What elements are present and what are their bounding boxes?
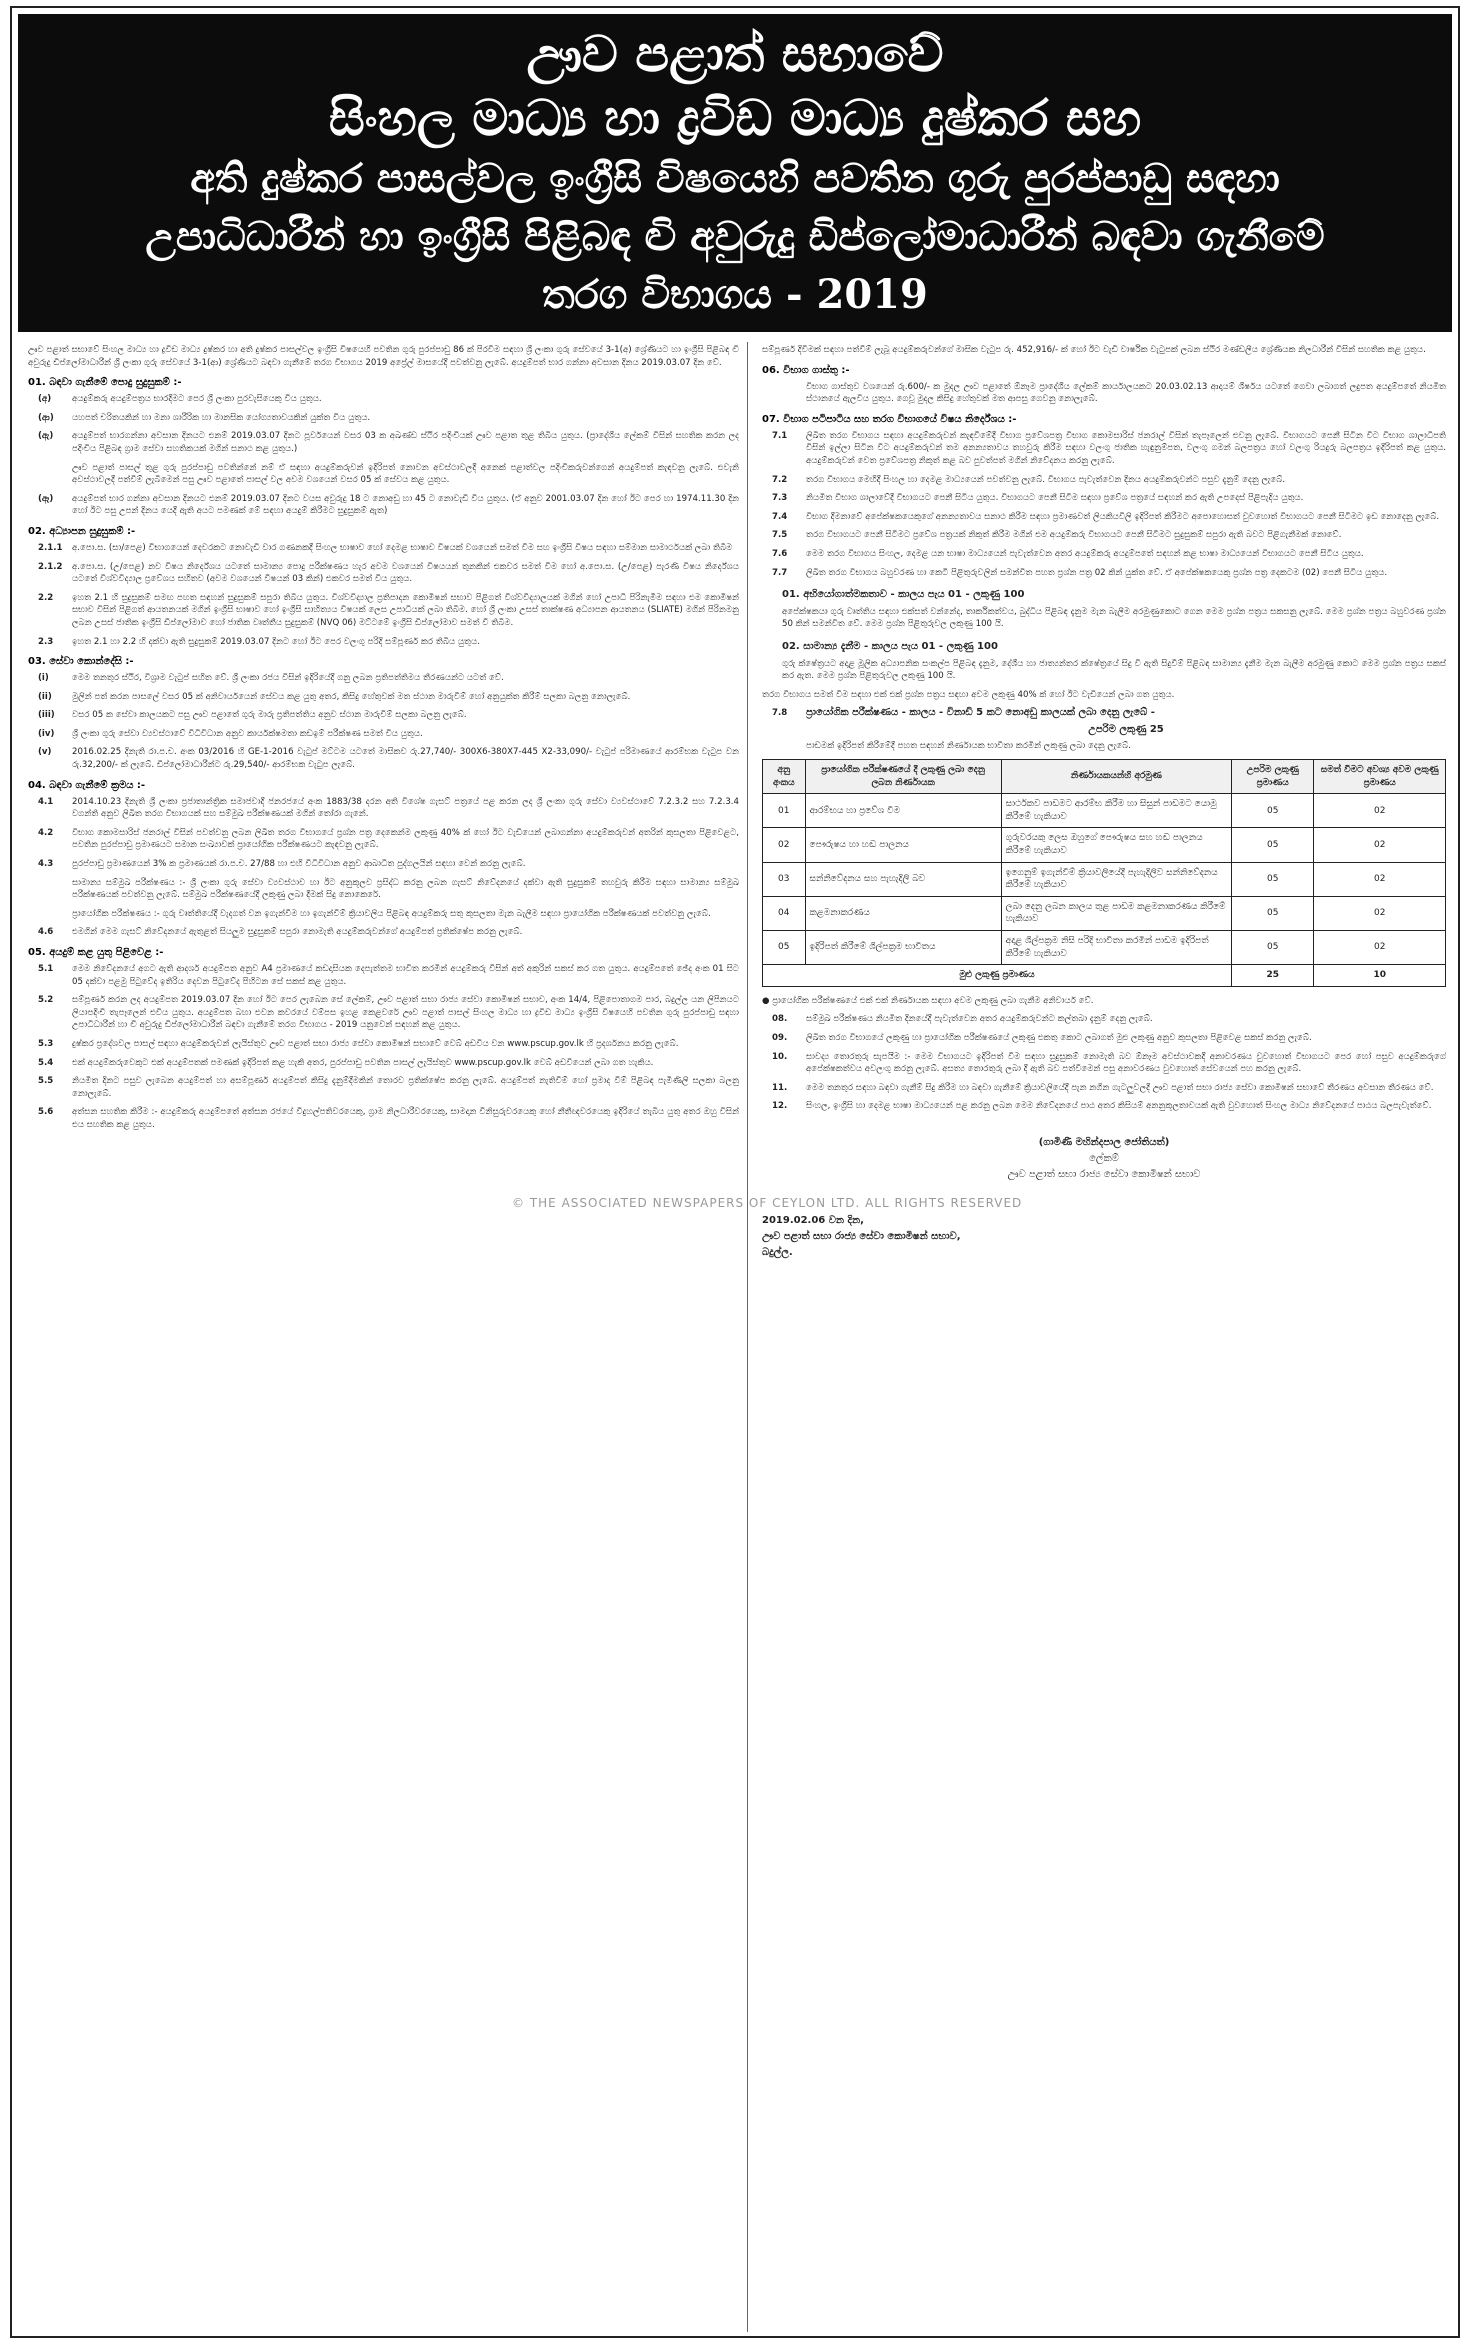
clause-number: 7.6 [772, 548, 788, 559]
clause-item [28, 877, 739, 902]
exam-papers [762, 589, 1446, 683]
clause-item [28, 462, 739, 487]
clause-number: 4.2 [38, 827, 54, 838]
clause-text: ඉහත 2.1 හි සුදුසුකම් සමඟ පහත සඳහන් සුදුසුකම් සපුරා තිබිය යුතුය. විශ්වවිද්‍යාල ප්‍රතිපාදන කොමිෂන් සභාව පිළිගත් විශ්වවිද්‍යාලයක් මගින් හෝ උපාධි පිරිනැමීම සඳහා එම කොමිෂන් සභාව විසින් පිළිගත් ආයතනයක් මගින් ඉංග්‍රීසි භාෂාව හෝ ඉංග්‍රීසි සාහිත්‍යය විෂයක් ලෙස උපාධියක් ලබා තිබීම. හෝ ශ්‍රී ලංකා උසස් තාක්ෂණ අධ්‍යාපන ආයතනය (SLIATE) මගින් පිරිනමනු ලබන උසස් ජාතික ඉංග්‍රීසි ඩිප්ලෝමාව හෝ ජාතික වෘත්තීය සුදුසුකම් (NVQ 06) මට්ටමේ ඉංග්‍රීසි ඩිප්ලෝමාව සමත් වී තිබීම. [72, 592, 739, 628]
clause-number: 7.3 [772, 493, 788, 504]
clause-number: 2.2 [38, 592, 54, 603]
final-clause-number: 08. [772, 1014, 788, 1025]
date-line-3: බදුල්ල. [762, 1246, 793, 1258]
clause-item [762, 474, 1446, 487]
practical-number: 7.8 [772, 708, 788, 719]
table-cell-purpose: සාර්ථකව පාඩමට ආරම්භ කිරීම හා සිසුන් පාඩමට යොමු කිරීමේ හැකියාව [1001, 794, 1231, 828]
clause-item [28, 636, 739, 649]
title-line-4: උපාධිධාරීන් හා ඉංග්‍රීසි පිළිබඳ ද්‍වි අවුරුදු ඩිප්ලෝමාධාරීන් බඳවා ගැනීමේ [145, 213, 1325, 260]
clause-text: විභාග දීමනාවේ අපේක්ෂකයෙකුගේ අනන්‍යතාවය සනාථ කිරීම සඳහා ප්‍රමාණවත් ලියකියවිලි ඉදිරිපත් කිරීමට අපොහොසත් වුවහොත් විභාගයට පෙනී සිටීමට ඉඩ නොදෙනු ලැබේ. [806, 511, 1440, 522]
clause-item [28, 412, 739, 425]
final-clause-text: සම්මුඛ පරීක්ෂණය නියමිත දිනයේදී පැවැත්වෙන අතර අයදුම්කරුවන්ට කල්තබා දැනුම් දෙනු ලැබේ. [806, 1014, 1153, 1025]
table-cell-min: 02 [1314, 794, 1446, 828]
clause-text: නියමිත විභාග ශාලාවේදී විභාගයට පෙනී සිටිය යුතුය. විභාගයට පෙනී සිටීම සඳහා ප්‍රවේශ පත්‍රයේ සඳහන් කර ඇති උපදෙස් පිළිපැදිය යුතුය. [806, 493, 1304, 504]
clause-item [28, 1057, 739, 1070]
table-cell-min: 02 [1314, 862, 1446, 896]
column-header: අනු අංකය [763, 760, 806, 794]
clause-item [28, 691, 739, 704]
clause-number: (v) [38, 747, 52, 758]
table-cell-max: 05 [1231, 828, 1314, 862]
table-cell-max: 05 [1231, 931, 1314, 965]
clause-item [28, 1038, 739, 1051]
table-cell-no: 05 [763, 931, 806, 965]
clause-text: එක් අයදුම්කරුවෙකුට එක් අයදුම්පතක් පමණක් ඉදිරිපත් කළ හැකි අතර, පුරප්පාඩු පවතින පාසල් ලැයිස්තුව www.pscup.gov.lk වෙබ් අඩවියෙන් ලබා ගත හැකිය. [72, 1057, 654, 1068]
table-cell-max: 05 [1231, 896, 1314, 930]
final-clause-text: මෙම තනතුර සඳහා බඳවා ගැනීම් සිදු කිරීම හා බඳවා ගැනීමේ ක්‍රියාවලියේදී පැන නගින ගැටලුවලදී ඌව පළාත් සභා රාජ්‍ය සේවා කොමිෂන් සභාවේ තීරණය අවසාන තීරණය වේ. [806, 1082, 1434, 1093]
final-clause-text: සාවද්‍ය තොරතුරු සැපයීම :- මෙම විභාගයට ඉදිරිපත් වීම සඳහා සුදුසුකම් නොමැති බව ඕනෑම අවස්ථාවකදී අනාවරණය වුවහොත් විභාගයට පෙර හෝ පසුව අයදුම්කරුගේ අපේක්ෂකත්වය අවලංගු කරනු ලැබේ. අසත්‍ය තොරතුරු ලබා දී ඇති බව පත්වීමෙන් පසු අනාවරණය වුවහොත් සේවයෙන් පහ කරනු ලැබේ. [806, 1051, 1446, 1075]
clause-number: (iv) [38, 728, 55, 739]
clause-text: සාමාන්‍ය සම්මුඛ පරීක්ෂණය :- ශ්‍රී ලංකා ගුරු සේවා ව්‍යවස්ථාව හා ඊට අනුකූලව ප්‍රසිද්ධ කරනු ලබන ගැසට් නිවේදනයේ දක්වා ඇති සුදුසුකම් තහවුරු කිරීම සඳහා සාමාන්‍ය සම්මුඛ පරීක්ෂණයක් පවත්වනු ලැබේ. සම්මුඛ පරීක්ෂණයේදී ලකුණු ලබා දීමක් සිදු නොකෙරේ. [72, 877, 739, 901]
table-cell-purpose: ඉගෙනුම් ඉගැන්වීම් ක්‍රියාවලියේදී පැහැදිලිව සන්නිවේදනය කිරීමේ හැකියාව [1001, 862, 1231, 896]
clause-item [28, 796, 739, 821]
table-cell-no: 01 [763, 794, 806, 828]
gazette-page [10, 6, 1460, 2338]
clause-text: 2016.02.25 දිනැති රා.ප.ච. අංක 03/2016 හි GE-1-2016 වැටුප් මට්ටම යටතේ මාසිකව රු.27,740/- 300X6-380X7-445 X2-33,090/- වැටුප් පරිමාණයේ ආරම්භක වැටුප වන රු.32,200/- ක් ලැබේ. ඩිප්ලෝමාධාරීන්ට රු.29,540/- ආරම්භක වැටුප ලැබේ. [72, 747, 739, 771]
clause-item [28, 672, 739, 685]
clause-text: අ.පො.ස. (සා/පෙළ) විභාගයෙන් දෙවරකට නොවැඩි වාර ගණනකදී සිංහල භාෂාව හෝ දෙමළ භාෂාව විෂයක් වශයෙන් සමත් වීම සහ ඉංග්‍රීසි විෂය සඳහා සම්මාන සාමාර්ථයක් ලබා තිබීම [72, 542, 733, 553]
practical-title: ප්‍රායෝගික පරීක්ෂණය - කාලය - විනාඩි 5 කට නොඅඩු කාලයක් ලබා දෙනු ලැබේ - [806, 707, 1155, 719]
table-cell-purpose: අදාළ ශිල්පක්‍රම නිසි පරිදි භාවිතා කරමින් පාඩම ඉදිරිපත් කිරීමේ හැකියාව [1001, 931, 1231, 965]
clause-number: 5.2 [38, 995, 54, 1006]
title-line-3: අති දුෂ්කර පාසල්වල ඉංග්‍රීසි විෂයෙහි පවතින ගුරු පුරප්පාඩු සඳහා [190, 155, 1280, 202]
clause-text: යහපත් චරිතයකින් හා මනා ශාරීරික හා මානසික යෝග්‍යතාවයකින් යුක්ත විය යුතුය. [72, 412, 371, 423]
column-header: සමත් වීමට අවශ්‍ය අවම ලකුණු ප්‍රමාණය [1314, 760, 1446, 794]
clause-text: ප්‍රායෝගික පරීක්ෂණය :- ගුරු වෘත්තියේදී වැදගත් වන ඉගැන්වීම හා ඉගැන්වීම් ක්‍රියාවලිය පිළිබඳ අයදුම්කරු සතු කුසලතා මැන බැලීම සඳහා ප්‍රායෝගික පරීක්ෂණයක් පවත්වනු ලැබේ. [72, 908, 711, 919]
table-cell-purpose: ලබා දෙනු ලබන කාලය තුළ පාඩම කළමනාකරණය කිරීමේ හැකියාව [1001, 896, 1231, 930]
column-header: ප්‍රායෝගික පරීක්ෂණයේ දී ලකුණු ලබා දෙනු ලබන නිර්ණායක [805, 760, 1001, 794]
clause-number: 7.7 [772, 567, 788, 578]
section-heading: 05. අයදුම් කළ යුතු පිළිවෙළ :- [28, 947, 164, 958]
table-row [763, 931, 1446, 965]
clause-number: 7.4 [772, 511, 788, 522]
clause-item [28, 561, 739, 586]
clause-number [28, 908, 72, 921]
clause-text: එමගින් මෙම ගැසට් නිවේදනයේ ඇතුළත් සියලුම සුදුසුකම් සපුරා නොමැති අයදුම්කරුවන්ගේ අයදුම්පත් ප්‍රතික්ෂේප කරනු ලැබේ. [72, 927, 523, 938]
paper-title: 01. අභියෝගාත්මකතාව - කාලය පැය 01 - ලකුණු 100 [782, 589, 1025, 601]
clause-item [28, 493, 739, 518]
table-cell-criterion: පෞරුෂය හා හඬ පාලනය [805, 828, 1001, 862]
table-header-row [763, 760, 1446, 794]
bullet-note-text: ප්‍රායෝගික පරීක්ෂණයේ එක් එක් නිර්ණායක සඳහා අවම ලකුණු ලබා ගැනීම අනිවාර්ය වේ. [772, 995, 1094, 1006]
clause-text: වසර 05 ක සේවා කාලයකට පසු ඌව පළාතේ ගුරු මාරු ප්‍රතිපත්තිය අනුව ස්ථාන මාරුවීම් සලකා බලනු ලැබේ. [72, 710, 467, 721]
clause-number: (iii) [38, 710, 55, 721]
clause-text: මෙම තරග විභාගය සිංහල, දෙමළ යන භාෂා මාධ්‍යයෙන් පැවැත්වෙන අතර අයදුම්කරු අයදුම්පතේ සඳහන් කළ භාෂා මාධ්‍යයෙන් විභාගයට පෙනී සිටිය යුතුය. [806, 548, 1364, 559]
title-banner [18, 14, 1452, 332]
column-header: නිර්ණායකයන්හි අරමුණ [1001, 760, 1231, 794]
clause-item [762, 529, 1446, 542]
date-line-2: ඌව පළාත් සභා රාජ්‍ය සේවා කොමිෂන් සභාව, [762, 1230, 961, 1242]
clause-item [28, 1106, 739, 1131]
clause-number: (අ) [38, 394, 52, 405]
signature-block [762, 1135, 1446, 1183]
clause-text: අයදුම්පත් භාර ගන්නා අවසාන දිනයට එනම් 2019.03.07 දිනට වයස අවුරුදු 18 ට නොඅඩු හා 45 ට නොවැඩි විය යුතුය. (ඒ අනුව 2001.03.07 දින හෝ ඊට පෙර හා 1974.11.30 දින හෝ ඊට පසු උපන් දිනය යෙදී ඇති අයට පමණක් මේ සඳහා අයදුම් කිරීමට සුදුසුකම් ඇත) [72, 493, 739, 517]
table-cell-max: 05 [1231, 794, 1314, 828]
date-line-1: 2019.02.06 වන දින, [762, 1214, 864, 1226]
final-clause-text: ලිඛිත තරග විභාගයේ ලකුණු හා ප්‍රායෝගික පරීක්ෂණයේ ලකුණු එකතු කොට ලබාගත් මුළු ලකුණු අනුව කුසලතා පිළිවෙළ සකස් කරනු ලැබේ. [806, 1032, 1312, 1043]
final-items [762, 1013, 1446, 1113]
right-column [762, 342, 1446, 2332]
clause-item [28, 430, 739, 455]
left-sections [28, 375, 739, 1131]
clause-item [28, 908, 739, 921]
clause-number: (i) [38, 673, 49, 684]
clause-text: සම්පූර්ණ කරන ලද අයදුම්පත 2019.03.07 දින හෝ ඊට පෙර ලැබෙන සේ ලේකම්, ඌව පළාත් සභා රාජ්‍ය සේවා කොමිෂන් සභාව, අංක 14/4, පිළිපොතාගම පාර, බදුල්ල යන ලිපිනයට ලියාපදිංචි තැපෑලෙන් එවිය යුතුය. අයදුම්පත බහා එවන කවරයේ වම්පස ඉහළ කෙළවරේ ඌව පළාත් පාසල් සිංහල මාධ්‍ය හා ද්‍රවිඩ මාධ්‍ය ඉංග්‍රීසි විෂයෙහි පවතින ගුරු පුරප්පාඩු සඳහා උපාධිධාරීන් හා ද්‍වි අවුරුදු ඩිප්ලෝමාධාරීන් බඳවා ගැනීමේ තරග විභාගය - 2019 යනුවෙන් සඳහන් කළ යුතුය. [72, 995, 739, 1031]
section-heading: 04. බඳවා ගැනීමේ ක්‍රමය :- [28, 779, 146, 791]
clause-text: ඉහත 2.1 හා 2.2 හි දක්වා ඇති සුදුසුකම් 2019.03.07 දිනට හෝ ඊට පෙර වලංගු පරිදි සම්පූර්ණ කර තිබිය යුතුය. [72, 636, 480, 647]
clause-text: ලිඛිත තරග විභාගය සඳහා අයදුම්කරුවන් කැඳවීමේදී විභාග ප්‍රවේශපත්‍ර විභාග කොමසාරිස් ජනරාල් විසින් තැපෑලෙන් එවනු ලැබේ. විභාගයට පෙනී සිටින විට විභාග ශාලාධිපති විසින් ඉල්ලා සිටින විට අයදුම්කරුවන් තම අනන්‍යතාවය තහවුරු කිරීම සඳහා වලංගු ජාතික හැඳුනුම්පත, වලංගු ගමන් බලපත්‍රය හෝ වලංගු රියදුරු බලපත්‍රය ඉදිරිපත් කළ යුතුය. අයදුම්කරුවන් වෙත ප්‍රවේශපත්‍ර නිකුත් කළ බව පුවත්පත් මගින් නිවේදනය කරනු ලැබේ. [806, 430, 1446, 466]
final-clause [762, 1032, 1446, 1045]
clause-text: පුරප්පාඩු ප්‍රමාණයෙන් 3% ක ප්‍රමාණයක් රා.ප.ච. 27/88 හා එහි විධිවිධාන අනුව ආබාධිත පුද්ගලයින් සඳහා වෙන් කරනු ලැබේ. [72, 859, 526, 870]
clause-text: දුෂ්කර ප්‍රදේශවල පාසල් සඳහා අයදුම්කරුවන් ලැයිස්තුව ඌව පළාත් සභා රාජ්‍ය සේවා කොමිෂන් සභාවේ වෙබ් අඩවිය වන www.pscup.gov.lk හි ප්‍රදර්ශනය කරනු ලැබේ. [72, 1038, 679, 1049]
clause-item [28, 728, 739, 741]
clause-item [762, 511, 1446, 524]
table-cell-criterion: ආරම්භය හා ප්‍රවේශ වීම [805, 794, 1001, 828]
clause-number: 5.6 [38, 1107, 54, 1118]
clause-text: විභාග කොමසාරිස් ජනරාල් විසින් පවත්වනු ලබන ලිඛිත තරග විභාගයේ ප්‍රශ්න පත්‍ර දෙකෙන්ම ලකුණු 40% ක් හෝ ඊට වැඩියෙන් ලබාගන්නා අයදුම්කරුවන් අතරින් කුසලතා පිළිවෙළට, පවතින පුරප්පාඩු ප්‍රමාණයට සමාන සංඛ්‍යාවක් ප්‍රායෝගික පරීක්ෂණයට කැඳවනු ලැබේ. [72, 827, 739, 851]
left-column [28, 342, 748, 2332]
clause-item [28, 746, 739, 771]
clause-text: මෙම තනතුර ස්ථිර, විශ්‍රාම වැටුප් සහිත වේ. ශ්‍රී ලංකා රජය විසින් ඉදිරියේදී ගනු ලබන ප්‍රතිපත්තිමය තීරණයන්ට යටත් වේ. [72, 673, 504, 684]
intro-paragraph: ඌව පළාත් සභාවේ සිංහල මාධ්‍ය හා ද්‍රවිඩ මාධ්‍ය දුෂ්කර හා අති දුෂ්කර පාසල්වල ඉංග්‍රීසි විෂයෙහි පවතින ගුරු පුරප්පාඩු 86 ක් පිරවීම සඳහා ශ්‍රී ලංකා ගුරු සේවයේ 3-1(අ) ශ්‍රේණියට හා ඉංග්‍රීසි පිළිබඳ ද්‍වි අවුරුදු ඩිප්ලෝමාධාරීන් ශ්‍රී ලංකා ගුරු සේවයේ 3-1(ආ) ශ්‍රේණියට බඳවා ගැනීමේ තරග විභාගය 2019 අප්‍රේල් මාසයේදී පවත්වනු ලැබේ. අයදුම්පත් භාර ගන්නා අවසාන දිනය 2019.03.07 දින වේ. [28, 345, 739, 368]
title-line-5: තරග විභාගය - 2019 [542, 271, 928, 318]
clause-number: 5.5 [38, 1076, 54, 1087]
table-cell-max: 05 [1231, 862, 1314, 896]
table-row [763, 794, 1446, 828]
clause-number: 7.5 [772, 530, 788, 541]
signatory-role: ලේකම් [1089, 1152, 1119, 1164]
signatory-name: (ගාමිණී මහින්දපාල ජෝතියත්) [1038, 1136, 1170, 1148]
signatory-org: ඌව පළාත් සභා රාජ්‍ය සේවා කොමිෂන් සභාව [1007, 1168, 1201, 1180]
right-sections [762, 363, 1446, 580]
clause-number: 7.1 [772, 430, 788, 441]
table-row [763, 896, 1446, 930]
practical-test [762, 707, 1446, 753]
table-cell-no: 02 [763, 828, 806, 862]
clause-number: (ඇ) [38, 431, 54, 442]
clause-number: 4.3 [38, 859, 54, 870]
final-clause [762, 1013, 1446, 1026]
clause-number [28, 462, 72, 487]
table-row [763, 862, 1446, 896]
clause-number: 2.1.1 [38, 542, 63, 553]
bullet-note: ● ප්‍රායෝගික පරීක්ෂණයේ එක් එක් නිර්ණායක සඳහා අවම ලකුණු ලබා ගැනීම අනිවාර්ය වේ. [762, 995, 1094, 1006]
table-row [763, 828, 1446, 862]
clause-text: ඌව පළාත් පාසල් තුළ ගුරු පුරප්පාඩු පවතින්නේ නම් ඒ සඳහා අයදුම්කරුවන් ඉදිරිපත් නොවන අවස්ථාවලදී අනෙක් පළාත්වල පදිංචිකරුවන්ගෙන් අයදුම්පත් කැඳවනු ලැබේ. එවැනි අවස්ථාවලදී පත්වීම් ලැබීමෙන් පසු ඌව පළාතේ පාසල් වල අවම වශයෙන් වසර 05 ක් සේවය කළ යුතුය. [72, 462, 739, 486]
clause-number: (ඈ) [38, 493, 54, 504]
final-clause-number: 09. [772, 1032, 788, 1043]
watermark: © THE ASSOCIATED NEWSPAPERS OF CEYLON LTD. ALL RIGHTS RESERVED [512, 1196, 1023, 1210]
clause-item [28, 709, 739, 722]
clause-number: 5.3 [38, 1038, 54, 1049]
practical-marks-table [762, 759, 1446, 987]
clause-item [28, 858, 739, 871]
clause-item [28, 1075, 739, 1100]
clause-item [762, 381, 1446, 406]
table-cell-purpose: ගුරුවරයකු ලෙස ඔහුගේ පෞරුෂය සහ හඬ පාලනය කිරීමේ හැකියාව [1001, 828, 1231, 862]
clause-text: තරග විභාගය මෙහිදී සිංහල හා දෙමළ මාධ්‍යයෙන් පවත්වනු ලැබේ. විභාගය පැවැත්වෙන දිනය අයදුම්කරුවන්ට පසුව දැනුම් දෙනු ලැබේ. [806, 474, 1286, 485]
clause-item [762, 430, 1446, 468]
clause-text: 2014.10.23 දිනැති ශ්‍රී ලංකා ප්‍රජාතාන්ත්‍රික සමාජවාදී ජනරජයේ අංක 1883/38 දරන අති විශේෂ ගැසට් පත්‍රයේ පළ කරන ලද ශ්‍රී ලංකා ගුරු සේවා ව්‍යවස්ථාවේ 7.2.3.2 සහ 7.2.3.4 වගන්ති අනුව ලිඛිත තරග විභාගයක් සහ සම්මුඛ පරීක්ෂණයක් මගින් තෝරා ගැනේ. [72, 796, 739, 820]
practical-description: පාඩමක් ඉදිරිපත් කිරීමේදී පහත සඳහන් නිර්ණායක භාවිතා කරමින් ලකුණු ලබා දෙනු ලැබේ. [806, 741, 1132, 752]
final-clause-number: 11. [772, 1082, 788, 1093]
clause-number: (ආ) [38, 412, 54, 423]
clause-item [762, 492, 1446, 505]
section-heading: 03. සේවා කොන්දේසි :- [28, 656, 134, 668]
clause-text: නියමිත දිනට පසුව ලැබෙන අයදුම්පත් හා අසම්පූර්ණ අයදුම්පත් කිසිදු දැනුම්දීමකින් තොරව ප්‍රතික්ෂේප කරනු ලැබේ. අයදුම්පත් නැතිවීම් හෝ ප්‍රමාද වීම් පිළිබඳ පැමිණිලි සලකා බලනු නොලැබේ. [72, 1076, 739, 1099]
final-clause-number: 10. [772, 1051, 788, 1062]
clause-text: ලිඛිත තරග විභාගය බහුවරණ හා කෙටි පිළිතුරුවලින් සමන්විත පහත ප්‍රශ්න පත්‍ර 02 කින් යුක්ත වේ. ඒ අපේක්ෂකයෙකු ප්‍රශ්න පත්‍ර දෙකටම (02) පෙනී සිටිය යුතුය. [806, 567, 1388, 578]
clause-text: ශ්‍රී ලංකා ගුරු සේවා ව්‍යවස්ථාවේ විධිවිධාන අනුව කාර්යක්ෂමතා කඩඉම් පරීක්ෂණ සමත් විය යුතුය. [72, 728, 423, 739]
total-max: 25 [1231, 965, 1314, 987]
column-header: උපරිම ලකුණු ප්‍රමාණය [1231, 760, 1314, 794]
clause-item [28, 542, 739, 555]
clause-text: තරග විභාගයට පෙනී සිටීමට ප්‍රවේශ පත්‍රයක් නිකුත් කිරීම මගින් එම අයදුම්කරු විභාගයට පෙනී සිටීමට සුදුසුකම් සපුරා ඇති බවට පිළිගැනීමක් නොවේ. [806, 530, 1342, 541]
table-cell-min: 02 [1314, 931, 1446, 965]
paper-description: ගුරු ක්ෂේත්‍රයට අදාළ මූලික අධ්‍යාපනික සංකල්ප පිළිබඳ දැනුම, දේශීය හා ජාත්‍යන්තර ක්ෂේත්‍රයේ සිදු වී ඇති සිදුවීම් පිළිබඳ සාමාන්‍ය දැනීම මැන බැලීම අරමුණු කොට මෙම ප්‍රශ්න පත්‍රය සකස් කර ඇත. මෙම ප්‍රශ්න පිළිතුරුවල ලකුණු 100 යි. [782, 658, 1446, 682]
clause-text: අත්සන සහතික කිරීම :- අයදුම්කරු අයදුම්පතේ අත්සන රජයේ විදුහල්පතිවරයෙකු, ග්‍රාම නිලධාරීවරයෙකු, සාමදාන විනිසුරුවරයෙකු හෝ නීතීඥවරයෙකු ඉදිරියේ තැබිය යුතු අතර ඔහු විසින් එය සහතික කළ යුතුය. [72, 1107, 739, 1130]
clause-number: 4.6 [38, 927, 54, 938]
pass-note: තරග විභාගය සමත් වීම සඳහා එක් එක් ප්‍රශ්න පත්‍රය සඳහා අවම ලකුණු 40% ක් හෝ ඊට වැඩියෙන් ලබා ගත යුතුය. [762, 689, 1175, 700]
total-label: මුළු ලකුණු ප්‍රමාණය [763, 965, 1232, 987]
clause-number: (ii) [38, 691, 52, 702]
table-cell-criterion: ඉදිරිපත් කිරීමේ ශිල්පක්‍රම භාවිතය [805, 931, 1001, 965]
clause-item [28, 994, 739, 1032]
clause-text: අයදුම්කරු අයදුම්පත්‍රය භාරදීමට පෙර ශ්‍රී ලංකා පුරවැසියෙකු විය යුතුය. [72, 394, 322, 405]
paper-description: අපේක්ෂකයා ගුරු වෘත්තිය සඳහා එක්සත් වන්නේද, තාර්කිකත්වය, බුද්ධිය පිළිබඳ දැනුම මැන බැලීම අරමුණුකොට ගෙන මෙම ප්‍රශ්න පත්‍රය සකසනු ලැබේ. මෙම ප්‍රශ්න පත්‍රය බහුවරණ ප්‍රශ්න 50 කින් සමන්විත වේ. මෙම ප්‍රශ්න පිළිතුරුවල ලකුණු 100 යි. [782, 606, 1446, 630]
table-cell-criterion: කළමනාකරණය [805, 896, 1001, 930]
clause-number: 2.1.2 [38, 561, 63, 572]
section-heading: 01. බඳවා ගැනීමේ පොදු සුදුසුකම් :- [28, 377, 182, 389]
clause-item [28, 926, 739, 939]
clause-number [762, 381, 806, 406]
date-block [762, 1213, 1446, 1261]
section-heading: 07. විභාග පටිපාටිය සහ තරග විභාගයේ විෂය නිර්දේශය :- [762, 413, 1017, 425]
total-min: 10 [1314, 965, 1446, 987]
clause-text: අ.පො.ස. (උ/පෙළ) නව විෂය නිර්දේශය යටතේ සාමාන්‍ය පොදු පරීක්ෂණය හැර අවම වශයෙන් විෂයයන් තුනකින් එකවර සමත් වීම හෝ අ.පො.ස. (උ/පෙළ) පැරණි විෂය නිර්දේශය යටතේ විශ්වවිද්‍යාල ප්‍රවේශය සහිතව (අවම වශයෙන් විෂයන් 03 කින්) එකවර සමත් විය යුතුය. [72, 561, 739, 585]
final-clause [762, 1082, 1446, 1095]
clause-number: 4.1 [38, 796, 54, 807]
final-clause [762, 1051, 1446, 1076]
title-line-1: ඌව පළාත් සභාවේ [526, 24, 944, 83]
practical-max-marks: උපරිම ලකුණු 25 [1088, 723, 1164, 735]
clause-number [28, 877, 72, 902]
clause-text: අයදුම්පත් භාරගන්නා අවසාන දිනයට එනම් 2019.03.07 දිනට පූර්වයෙන් වසර 03 ක අඛණ්ඩ ස්ථිර පදිංචියක් ඌව පළාත තුළ තිබිය යුතුය. (ප්‍රාදේශීය ලේකම් විසින් සහතික කරන ලද පදිංචිය පිළිබඳ ග්‍රාම සේවා සහතිකයක් මගින් සනාථ කළ යුතුය.) [72, 431, 739, 454]
section-heading: 02. අධ්‍යාපන සුදුසුකම් :- [28, 525, 136, 537]
clause-number: 5.1 [38, 964, 54, 974]
clause-number: 5.4 [38, 1057, 54, 1068]
section-heading: 06. විභාග ගාස්තු :- [762, 364, 850, 376]
clause-number: 7.2 [772, 474, 788, 485]
clause-item [762, 548, 1446, 561]
title-line-2: සිංහල මාධ්‍ය හා ද්‍රවිඩ මාධ්‍ය දුෂ්කර සහ [328, 88, 1142, 147]
final-clause-number: 12. [772, 1101, 788, 1112]
table-cell-criterion: සන්නිවේදනය සහ පැහැදිලි බව [805, 862, 1001, 896]
clause-text: මෙම නිවේදනයේ අගට ඇති ආදර්ශ අයදුම්පත අනුව A4 ප්‍රමාණයේ කඩදාසියක දෙපැත්තම භාවිත කරමින් අයදුම්කරු විසින් අත් අකුරින් සකස් කර ගත යුතුය. අයදුම්පතේ ඡේද අංක 01 සිට 05 දක්වා පළමු පිටුවේද ඉතිරිය දෙවන පිටුවේද පිහිටන සේ සකස් කළ යුතුය. [72, 964, 739, 987]
paper-title: 02. සාමාන්‍ය දැනීම - කාලය පැය 01 - ලකුණු 100 [782, 640, 998, 652]
clause-number: 2.3 [38, 636, 54, 647]
clause-item [28, 592, 739, 630]
clause-item [28, 393, 739, 406]
clause-item [28, 963, 739, 988]
table-cell-min: 02 [1314, 828, 1446, 862]
table-cell-no: 04 [763, 896, 806, 930]
final-clause-text: සිංහල, ඉංග්‍රීසි හා දෙමළ භාෂා මාධ්‍යයෙන් පළ කරනු ලබන මෙම නිවේදනයේ පාඨ අතර කිසියම් අනනුකූලතාවයක් ඇති වුවහොත් සිංහල මාධ්‍ය නිවේදනයේ පාඨය බලපැවැත්වේ. [806, 1101, 1432, 1112]
table-total-row [763, 965, 1446, 987]
clause-item [762, 567, 1446, 580]
final-clause [762, 1100, 1446, 1113]
clause-item [28, 827, 739, 852]
clause-text: මුලින් පත් කරන පාසලේ වසර 05 ක් අනිවාර්යයෙන් සේවය කළ යුතු අතර, කිසිදු හේතුවක් මත ස්ථාන මාරුවීම් හෝ අනුයුක්ත කිරීම් සලකා බලනු නොලැබේ. [72, 691, 631, 702]
table-cell-no: 03 [763, 862, 806, 896]
table-cell-min: 02 [1314, 896, 1446, 930]
clause-text: විභාග ගාස්තුව වශයෙන් රු.600/- ක මුදල ඌව පළාතේ ඕනෑම ප්‍රාදේශීය ලේකම් කාර්යාලයකට 20.03.02.13 ආදායම් ශීර්ෂය යටතේ ගෙවා ලබාගත් ලදුපත අයදුම්පතේ නියමිත ස්ථානයේ ඇලවිය යුතුය. ගෙවූ මුදල කිසිදු හේතුවක් මත ආපසු ගෙවනු නොලැබේ. [806, 381, 1446, 405]
right-top-paragraph: සම්පූර්ණ දිවීමක් සඳහා පත්වීම් ලැබූ අයදුම්කරුවන්ගේ මාසික වැටුප රු. 452,916/- ක් හෝ ඊට වැඩි වාර්ෂික වැටුපක් ලබන ස්ථිර මණ්ඩලීය ශ්‍රේණියක නිලධාරීන් විසින් සහතික කළ යුතුය. [762, 345, 1426, 355]
